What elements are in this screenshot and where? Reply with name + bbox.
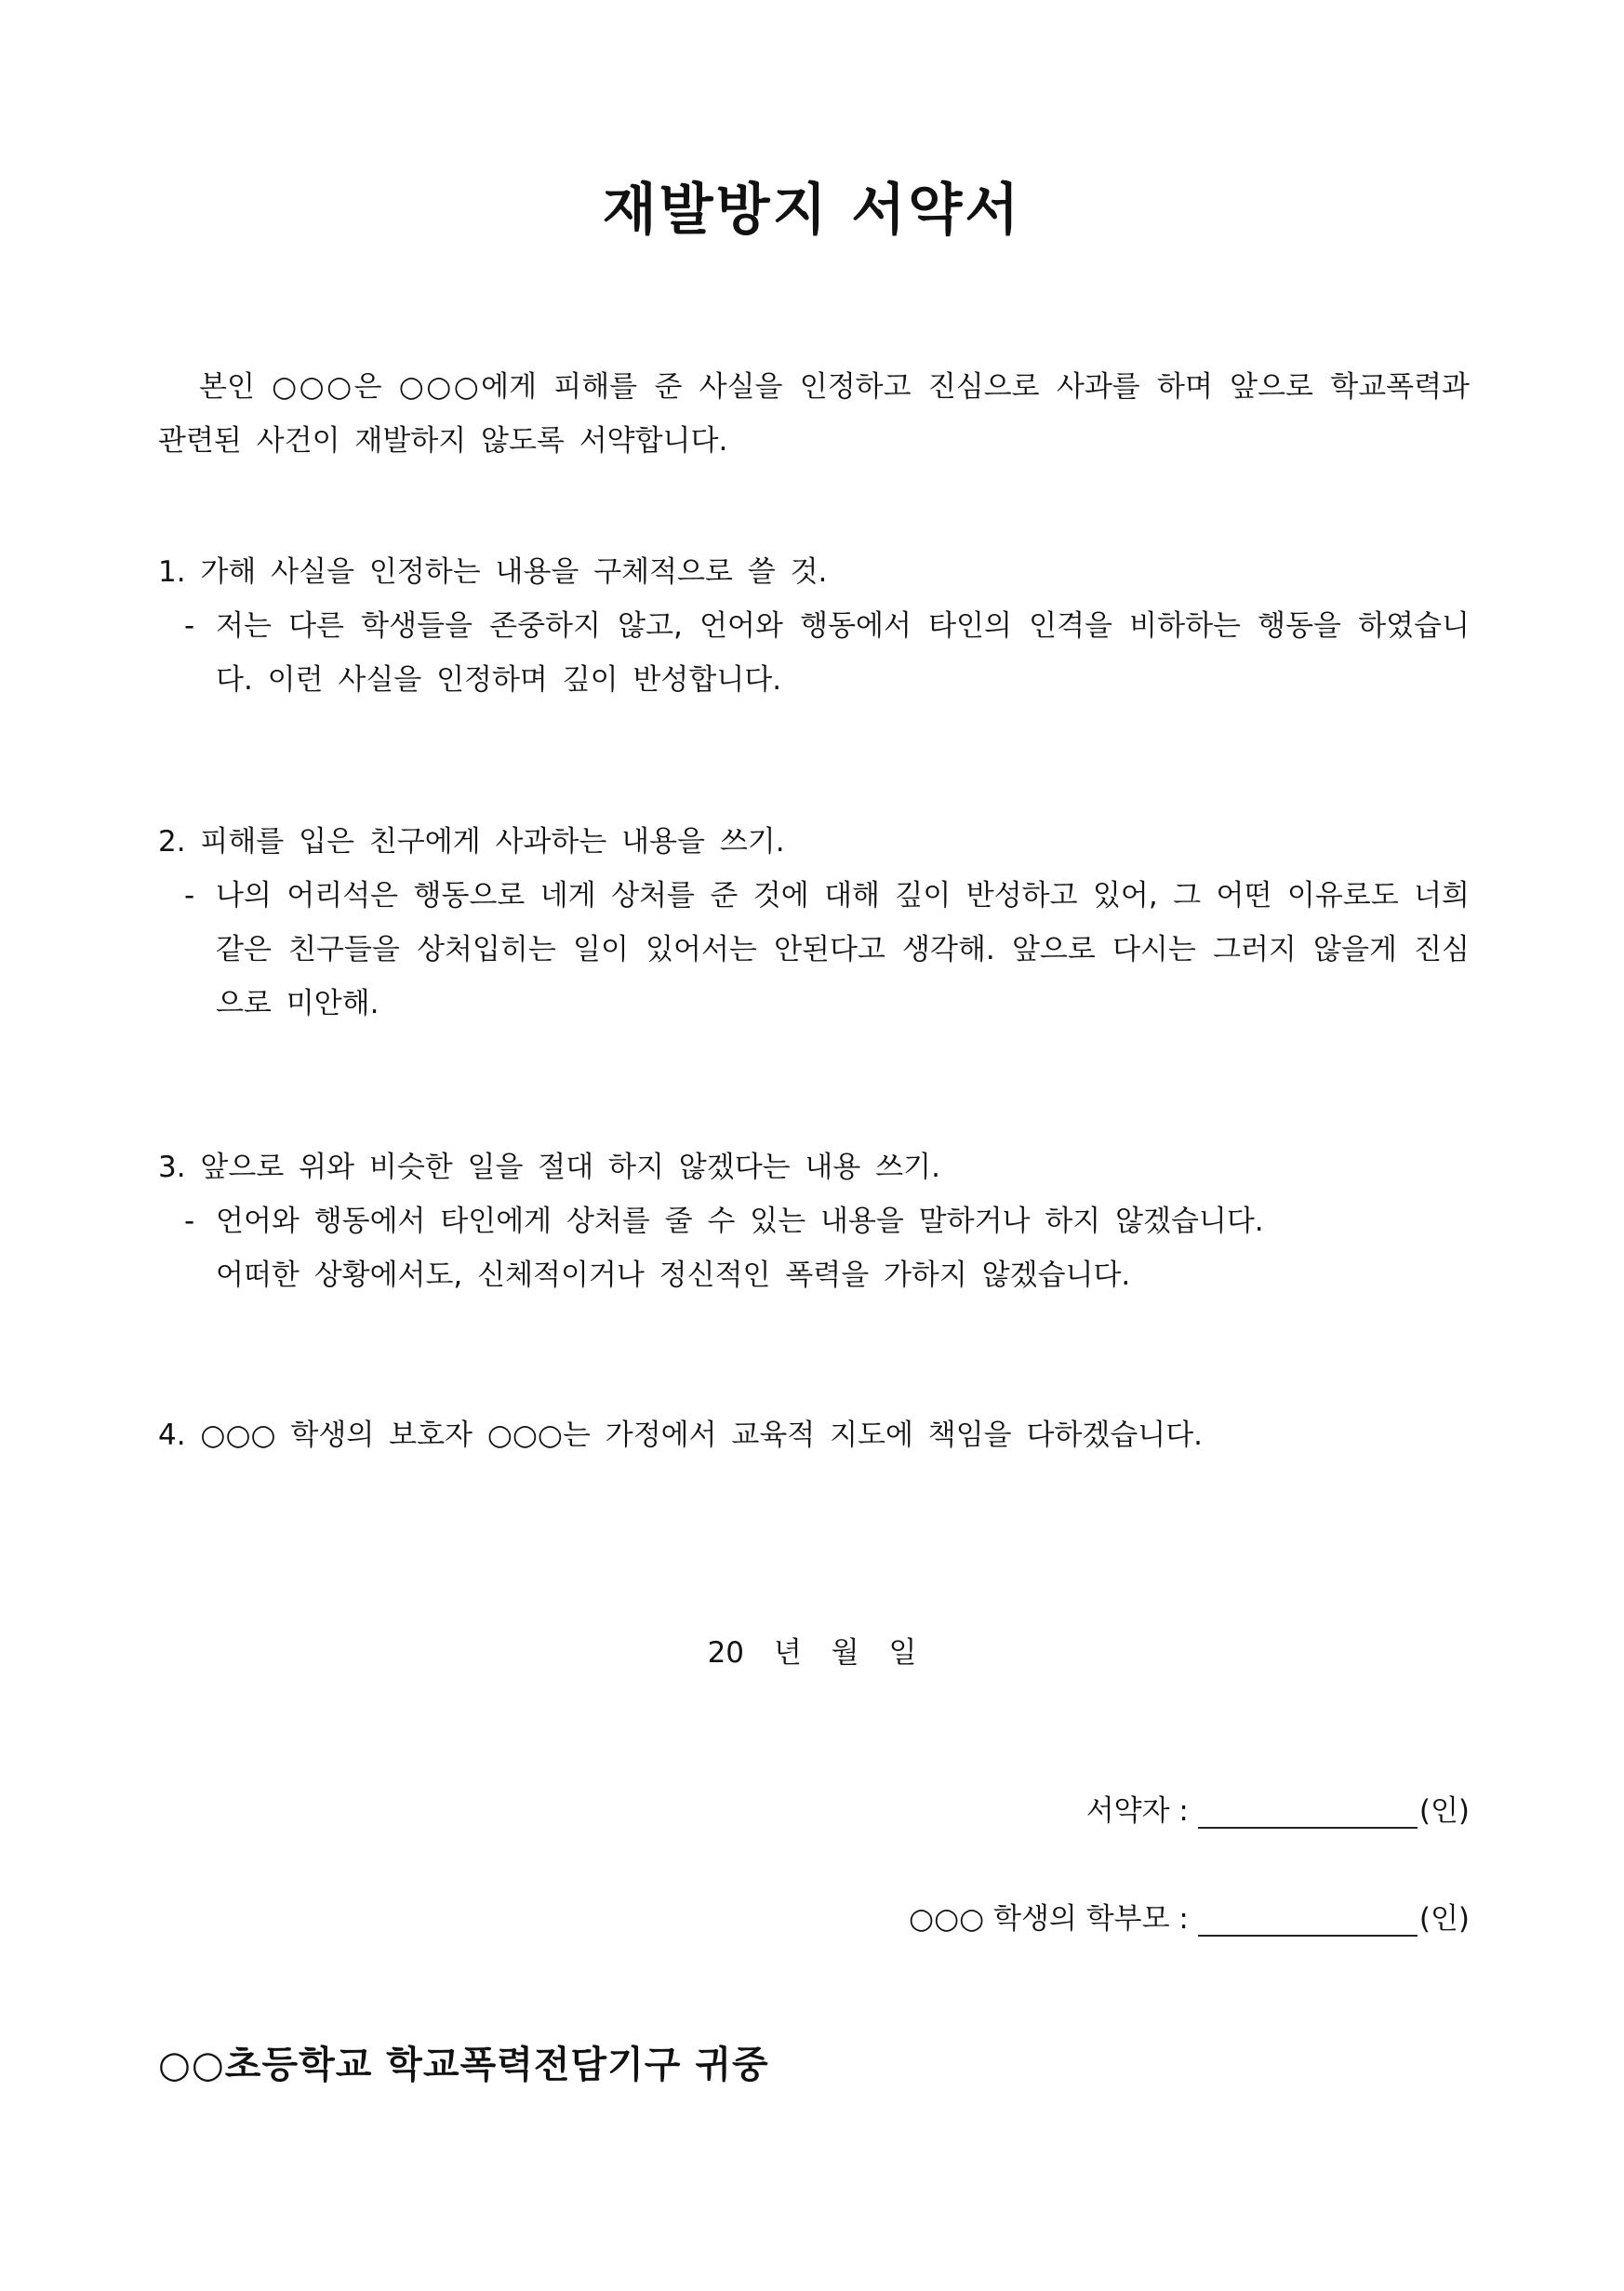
pledge-item-1 bbox=[158, 545, 1470, 707]
pledge-item-heading: 3. 앞으로 위와 비슷한 일을 절대 하지 않겠다는 내용 쓰기. bbox=[158, 1151, 940, 1184]
pledge-item-detail bbox=[158, 1194, 1470, 1248]
signer-seal-mark: (인) bbox=[1418, 1794, 1470, 1828]
document-title: 재발방지 서약서 bbox=[602, 178, 1022, 243]
pledge-item-detail bbox=[158, 599, 1470, 707]
dash-marker: - bbox=[184, 879, 195, 912]
pledge-item-3 bbox=[158, 1140, 1470, 1302]
dash-marker: - bbox=[184, 609, 195, 643]
pledge-item-heading: 2. 피해를 입은 친구에게 사과하는 내용을 쓰기. bbox=[158, 825, 785, 859]
pledge-item-heading: 4. ○○○ 학생의 보호자 ○○○는 가정에서 교육적 지도에 책임을 다하겠습니다. bbox=[158, 1419, 1204, 1452]
pledge-item-detail bbox=[158, 869, 1470, 1031]
intro-paragraph: 본인 ○○○은 ○○○에게 피해를 준 사실을 인정하고 진심으로 사과를 하며 앞으로 학교폭력과 관련된 사건이 재발하지 않도록 서약합니다. bbox=[158, 370, 1470, 458]
parent-signature-blank[interactable] bbox=[1198, 1901, 1418, 1937]
signer-row bbox=[1086, 1788, 1470, 1834]
pledge-item-detail-text: 언어와 행동에서 타인에게 상처를 줄 수 있는 내용을 말하거나 하지 않겠습니다. bbox=[216, 1205, 1264, 1238]
parent-label: ○○○ 학생의 학부모 : bbox=[909, 1902, 1189, 1936]
dash-marker: - bbox=[184, 1205, 195, 1238]
pledge-item-4 bbox=[158, 1408, 1470, 1462]
pledge-item-detail-text: 저는 다른 학생들을 존중하지 않고, 언어와 행동에서 타인의 인격을 비하하는 행동을 하였습니다. 이런 사실을 인정하며 깊이 반성합니다. bbox=[216, 609, 1470, 697]
pledge-item-detail-text: 나의 어리석은 행동으로 네게 상처를 준 것에 대해 깊이 반성하고 있어, 그 어떤 이유로도 너희 같은 친구들을 상처입히는 일이 있어서는 안된다고 생각해. 앞으로 다시는 그러지 않을게 진심으로 미안해. bbox=[216, 879, 1470, 1020]
pledge-item-heading: 1. 가해 사실을 인정하는 내용을 구체적으로 쓸 것. bbox=[158, 555, 828, 589]
date-line: 20 년 월 일 bbox=[707, 1636, 917, 1670]
parent-seal-mark: (인) bbox=[1418, 1902, 1470, 1936]
pledge-item-2 bbox=[158, 815, 1470, 1031]
signer-signature-blank[interactable] bbox=[1198, 1793, 1418, 1829]
parent-row bbox=[909, 1896, 1470, 1942]
signer-label: 서약자 : bbox=[1085, 1794, 1189, 1828]
addressee-line: ○○초등학교 학교폭력전담기구 귀중 bbox=[158, 2044, 769, 2086]
pledge-item-detail-continued: 어떠한 상황에서도, 신체적이거나 정신적인 폭력을 가하지 않겠습니다. bbox=[216, 1259, 1131, 1292]
